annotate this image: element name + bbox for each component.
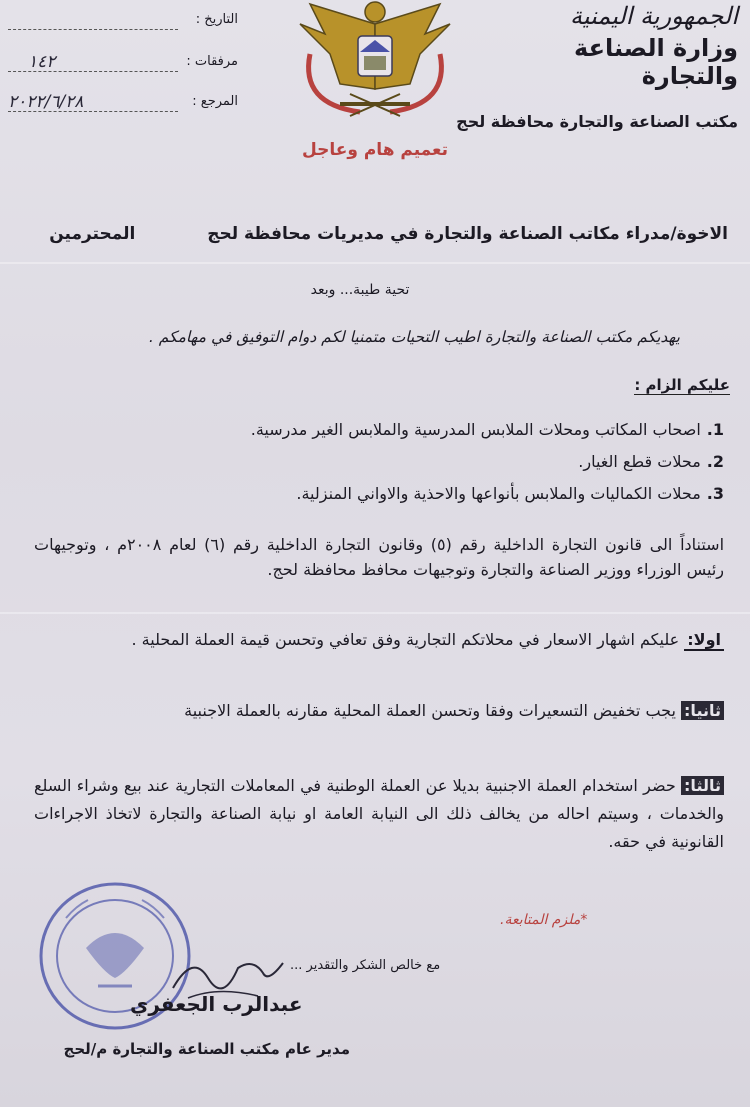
paper-fold <box>0 262 750 264</box>
legal-basis-paragraph: استناداً الى قانون التجارة الداخلية رقم (٥) وقانون التجارة الداخلية رقم (٦) لعام ٢٠٠٨م ، وتوجيهات رئيس الوزراء ووزير الصناعة والتجارة وتوجيهات محافظ محافظة لحج. <box>34 535 725 579</box>
paper-fold <box>0 612 750 614</box>
third-text: حضر استخدام العملة الاجنبية بديلا عن العملة الوطنية في المعاملات التجارية عند بيع وشراء السلع والخدمات ، وسيتم احاله من يخالف ذلك الى النيابة العامة او نيابة الصناعة والتجارة لاتخاذ الاجراءات القانونية في حقه. <box>34 776 724 851</box>
date-field <box>8 8 238 36</box>
first-label: اولا: <box>684 630 724 651</box>
date-label: التاريخ : <box>195 12 238 27</box>
second-instruction <box>34 698 724 723</box>
list-item <box>104 478 724 510</box>
greeting: تحية طيبة... وبعد <box>310 282 410 298</box>
reference-value: ٢٠٢٢/٦/٢٨ <box>8 92 84 112</box>
third-instruction <box>34 772 724 856</box>
addressee-to: الاخوة/مدراء مكاتب الصناعة والتجارة في مديريات محافظة لحج <box>207 224 728 244</box>
first-text: عليكم اشهار الاسعار في محلاتكم التجارية وفق تعافي وتحسن قيمة العملة المحلية . <box>131 630 680 649</box>
intro-paragraph: يهديكم مكتب الصناعة والتجارة اطيب التحيات متمنيا لكم دوام التوفيق في مهامكم . <box>148 328 680 346</box>
eagle-emblem-icon <box>280 0 470 120</box>
ministry-name: وزارة الصناعة والتجارة <box>574 34 738 90</box>
addressee-honorific: المحترمين <box>49 224 136 244</box>
must-label: عليكم الزام : <box>634 376 730 394</box>
requirements-list <box>104 414 724 510</box>
second-text: يجب تخفيض التسعيرات وفقا وتحسن العملة المحلية مقارنه بالعملة الاجنبية <box>184 701 676 720</box>
list-item <box>104 446 724 478</box>
list-text: اصحاب المكاتب ومحلات الملابس المدرسية والملابس الغير مدرسية. <box>250 420 701 439</box>
first-instruction <box>34 627 724 652</box>
list-number: 3. <box>706 484 724 503</box>
closing-line: مع خالص الشكر والتقدير ... <box>290 958 441 973</box>
followup-note: *ملزم المتابعة. <box>500 912 588 928</box>
reference-label: المرجع : <box>192 94 238 109</box>
field-line <box>8 29 178 30</box>
second-label: ثانيا: <box>681 701 724 720</box>
addressee-line <box>20 224 728 244</box>
signatory-title: مدير عام مكتب الصناعة والتجارة م/لحج <box>63 1040 350 1058</box>
attachments-field <box>8 50 238 78</box>
list-item <box>104 414 724 446</box>
office-name: مكتب الصناعة والتجارة محافظة لحج <box>456 112 738 131</box>
list-number: 1. <box>706 420 724 439</box>
letterhead <box>456 2 738 131</box>
reference-field <box>8 90 238 118</box>
signatory-name: عبدالرب الجعفري <box>130 992 303 1016</box>
circular-title: تعميم هام وعاجل <box>301 140 449 160</box>
third-label: ثالثا: <box>681 776 724 795</box>
list-text: محلات الكماليات والملابس بأنواعها والاحذية والاواني المنزلية. <box>296 484 701 503</box>
list-text: محلات قطع الغيار. <box>578 452 701 471</box>
attachments-label: مرفقات : <box>186 54 238 69</box>
list-number: 2. <box>706 452 724 471</box>
attachments-value: ١٤٢ <box>28 52 56 72</box>
republic-name: الجمهورية اليمنية <box>569 2 738 30</box>
